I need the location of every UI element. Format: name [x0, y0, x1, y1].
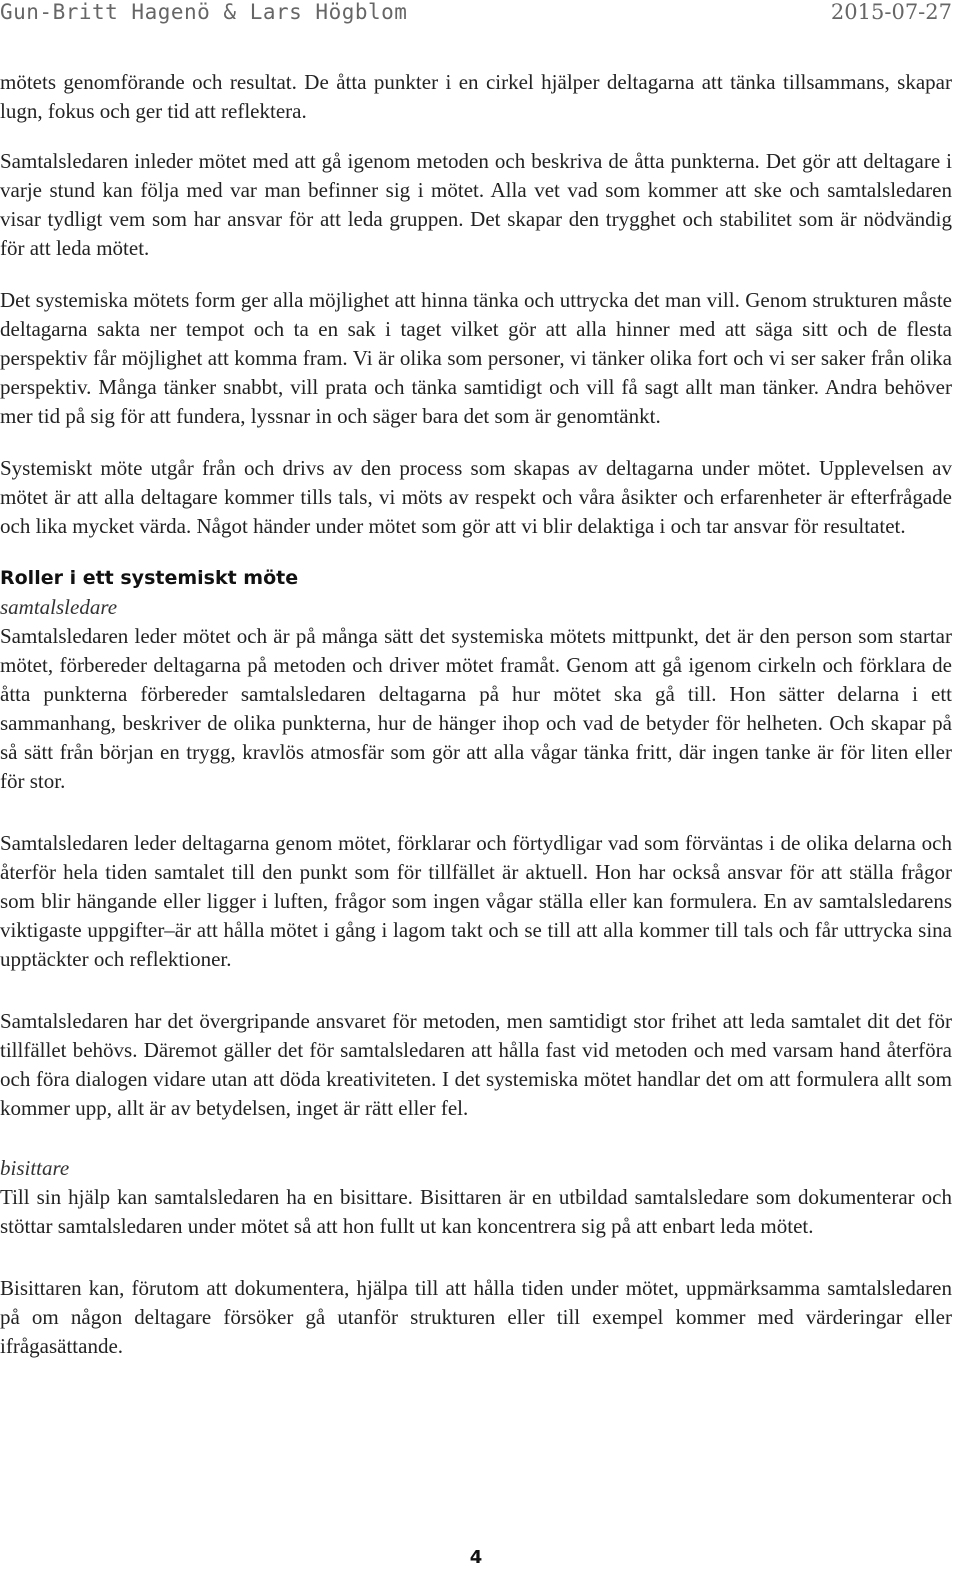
paragraph-samtalsledare-1: Samtalsledaren leder mötet och är på många sätt det systemiska mötets mittpunkt, det är den person som startar mötet, förbereder deltagarna på metoden och driver mötet framåt. Genom att gå igenom cirkeln och förklara de åtta punkterna förbereder samtalsledaren deltagarna på hur mötet ska gå till. Hon sätter delarna i ett sammanhang, beskriver de olika punkterna, hur de hänger ihop och vad de betyder för helheten. Och skapar på så sätt från början en trygg, kravlös atmosfär som gör att alla vågar tänka fritt, där ingen tanke är för liten eller för stor.	[0, 624, 952, 793]
section-heading-roles: Roller i ett systemiskt möte	[0, 567, 299, 589]
paragraph-bisittare-2: Bisittaren kan, förutom att dokumentera, hjälpa till att hålla tiden under mötet, uppmärksamma samtalsledaren på om någon deltagare försöker gå utanför strukturen eller till exempel kommer med värderingar eller ifrågasättande.	[0, 1276, 952, 1358]
paragraph-bisittare-1: Till sin hjälp kan samtalsledaren ha en bisittare. Bisittaren är en utbildad samtalsledare som dokumenterar och stöttar samtalsledaren under mötet så att hon fullt ut kan koncentrera sig på att enbart leda mötet.	[0, 1185, 952, 1238]
header-authors: Gun-Britt Hagenö & Lars Högblom	[0, 0, 408, 24]
paragraph-meeting-form: Det systemiska mötets form ger alla möjlighet att hinna tänka och uttrycka det man vill. Genom strukturen måste deltagarna sakta ner tempot och ta en sak i taget vilket gör att alla hinner med att säga sitt och de flesta perspektiv får möjlighet att komma fram. Vi är olika som personer, vi tänker olika fort och vi ser saker från olika perspektiv. Många tänker snabbt, vill prata och tänka samtidigt och vill få sagt allt man tänker. Andra behöver mer tid på sig för att fundera, lyssnar in och säger bara det som är genomtänkt.	[0, 288, 952, 428]
paragraph-meeting-process: Systemiskt möte utgår från och drivs av den process som skapas av deltagarna under mötet. Upplevelsen av mötet är att alla deltagare kommer tills tals, vi möts av respekt och våra åsikter och erfarenheter är efterfrågade och lika mycket värda. Något händer under mötet som gör att vi blir delaktiga i och tar ansvar för resultatet.	[0, 456, 952, 538]
paragraph-samtalsledare-3: Samtalsledaren har det övergripande ansvaret för metoden, men samtidigt stor frihet att leda samtalet dit det för tillfället behövs. Däremot gäller det för samtalsledaren att hålla fast vid metoden och med varsam hand återföra och föra dialogen vidare utan att döda kreativiteten. I det systemiska mötet handlar det om att formulera allt som kommer upp, allt är av betydelsen, inget är rätt eller fel.	[0, 1009, 952, 1120]
paragraph-samtalsledare-2: Samtalsledaren leder deltagarna genom mötet, förklarar och förtydligar vad som förväntas i de olika delarna och återför hela tiden samtalet till den punkt som för tillfället är aktuell. Hon har också ansvar för att ställa frågor som blir hängande eller ligger i luften, frågor som ingen vågar ställa eller kan formulera. En av samtalsledarens viktigaste uppgifter–är att hålla mötet i gång i lagom takt och se till att alla kommer till tals och får uttrycka sina upptäckter och reflektioner.	[0, 831, 952, 971]
paragraph-meeting-circle: mötets genomförande och resultat. De åtta punkter i en cirkel hjälper deltagarna att tänka tillsammans, skapar lugn, fokus och ger tid att reflektera.	[0, 70, 952, 123]
paragraph-leader-intro: Samtalsledaren inleder mötet med att gå igenom metoden och beskriva de åtta punkterna. Det gör att deltagare i varje stund kan följa med var man befinner sig i mötet. Alla vet vad som kommer att ske och samtalsledaren visar tydligt vem som har ansvar för att leda gruppen. Det skapar den trygghet och stabilitet som är nödvändig för att leda mötet.	[0, 149, 952, 260]
role-label-samtalsledare: samtalsledare	[0, 595, 118, 619]
role-label-bisittare: bisittare	[0, 1156, 70, 1180]
page-number: 4	[469, 1547, 483, 1568]
document-body	[0, 68, 952, 1361]
header-date: 2015-07-27	[830, 0, 952, 24]
